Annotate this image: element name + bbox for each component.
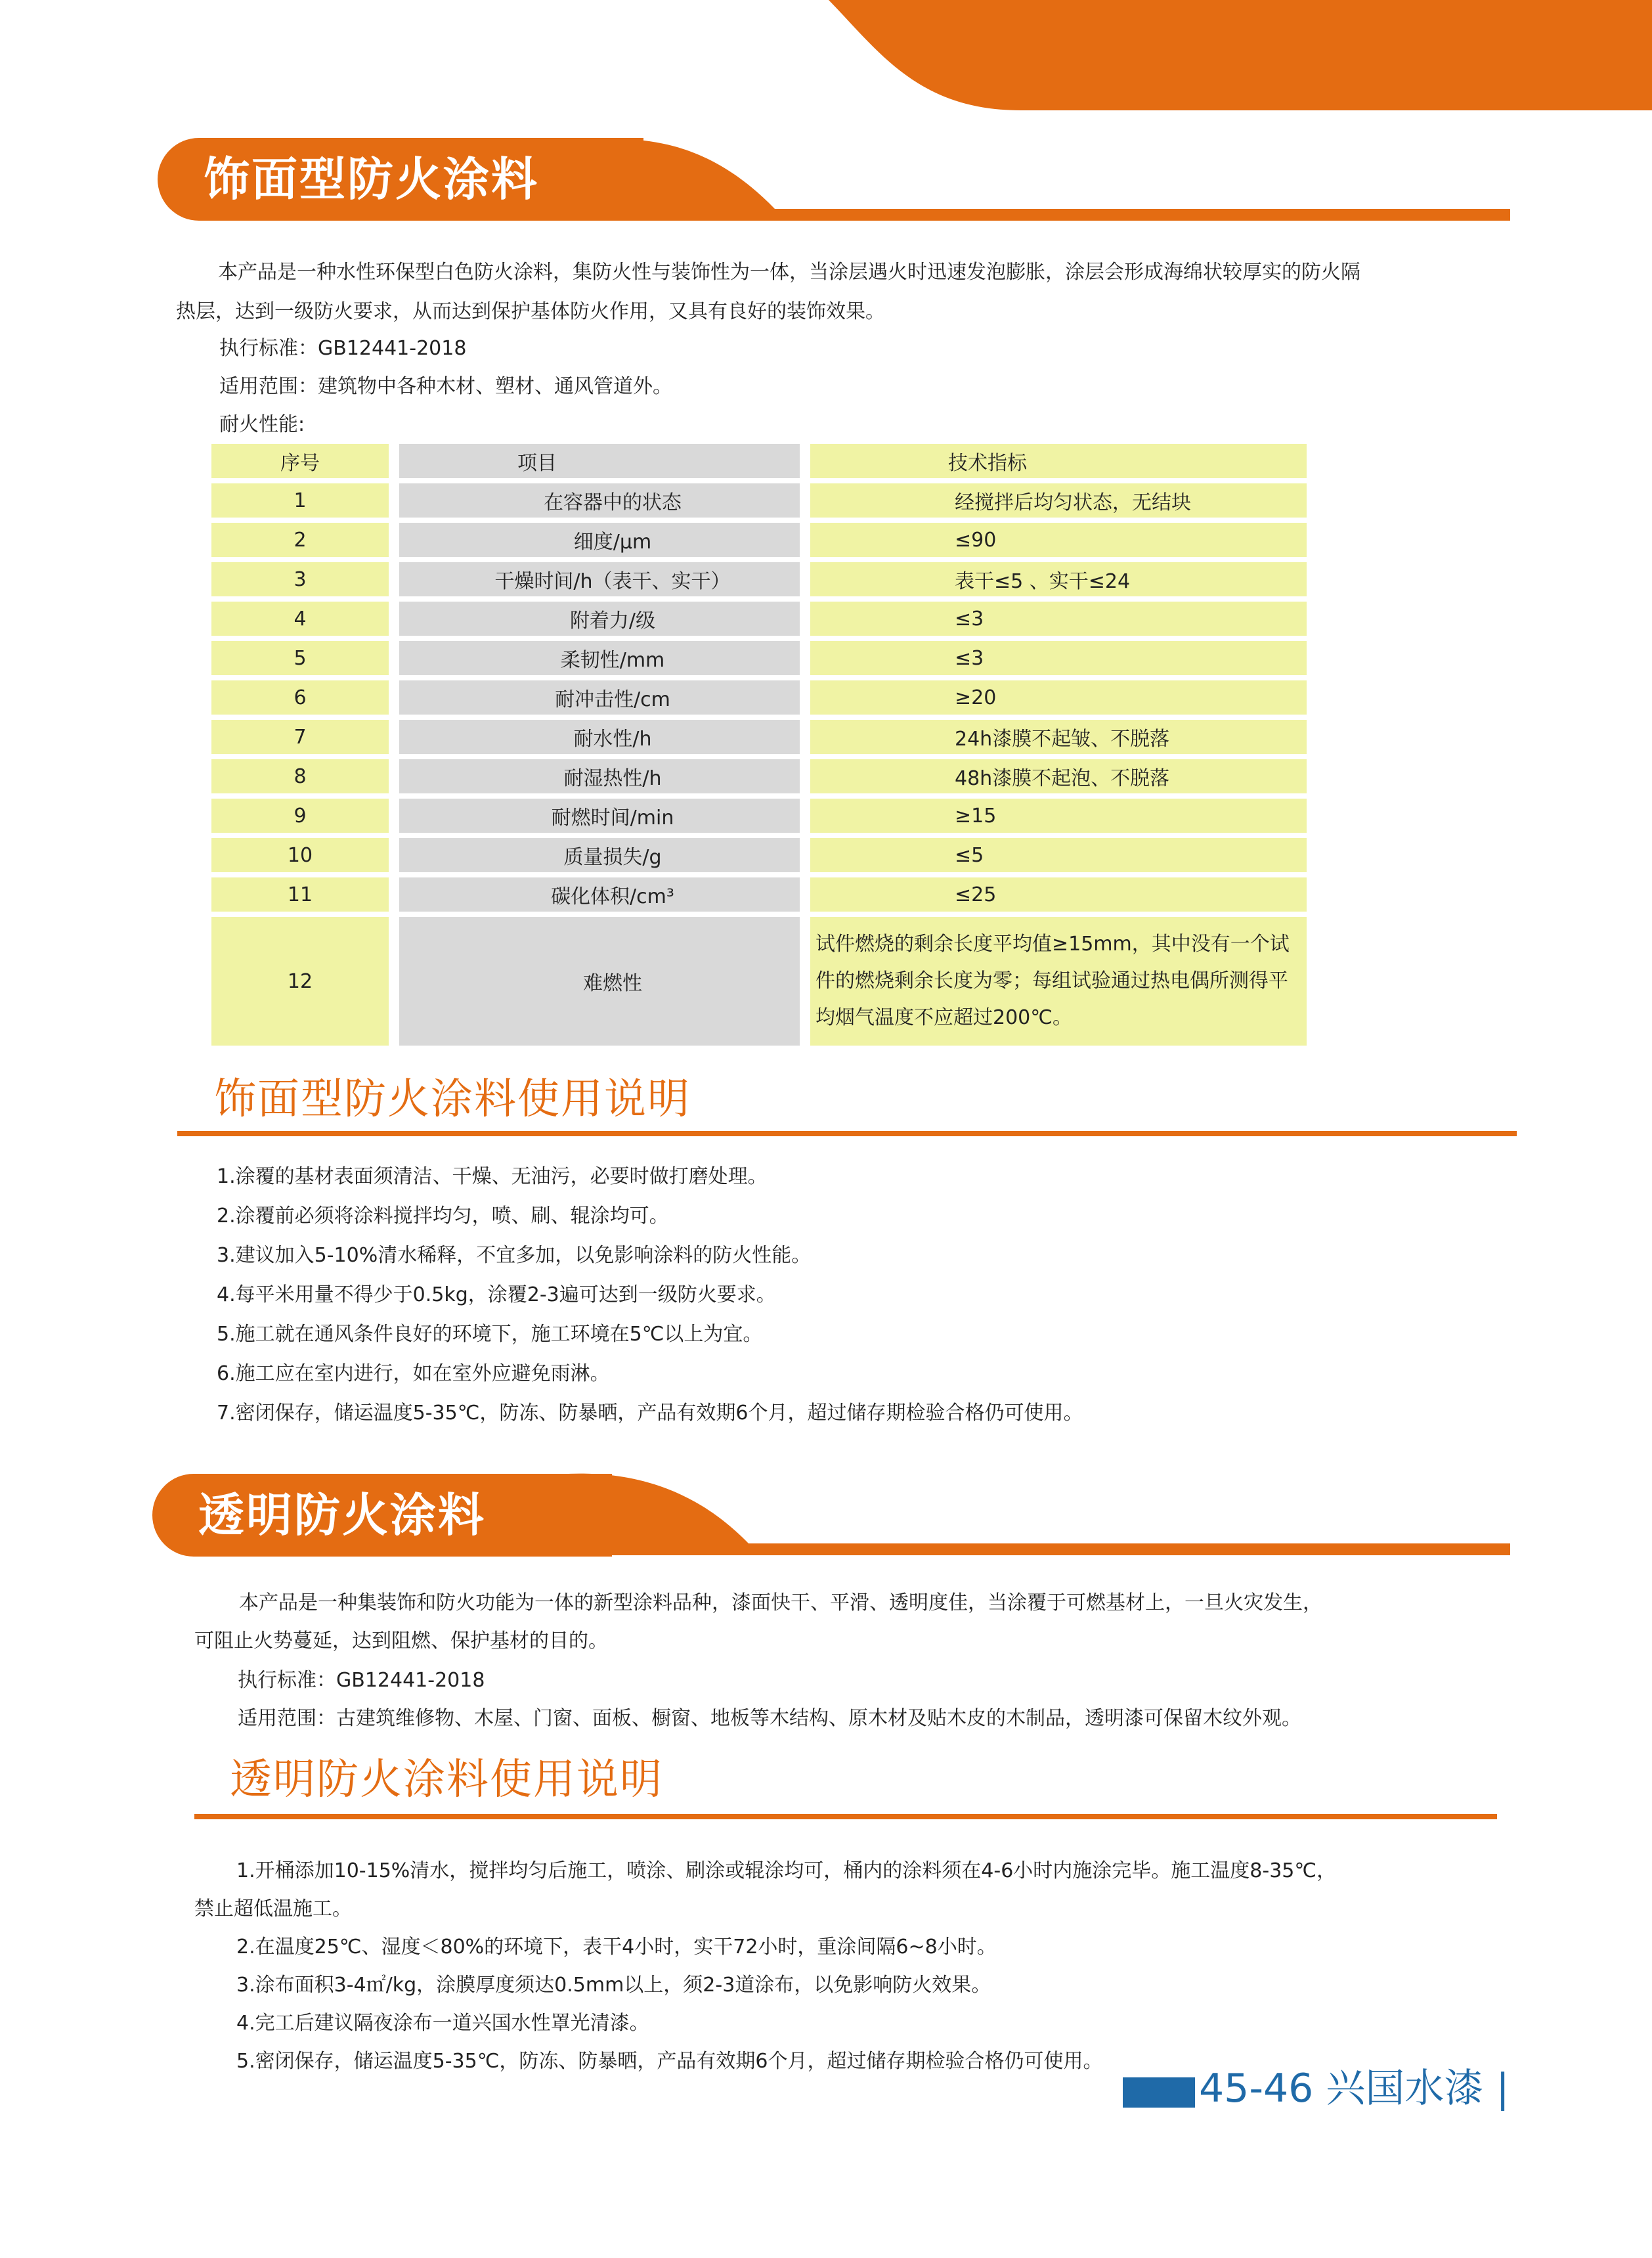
table-cell-spec: ≤90: [810, 523, 1307, 557]
section1-title: 饰面型防火涂料: [158, 138, 643, 221]
list-item: 4.每平米用量不得少于0.5kg，涂覆2-3遍可达到一级防火要求。: [217, 1283, 776, 1306]
section2-scope: 适用范围：古建筑维修物、木屋、门窗、面板、橱窗、地板等木结构、原木材及贴木皮的木制品，透明漆可保留木纹外观。: [238, 1707, 1301, 1730]
section1-usage-list: [217, 1157, 1083, 1433]
section1-usage-rule: [177, 1131, 1517, 1136]
section2-usage-list: [194, 1852, 1336, 2081]
list-item: 3.建议加入5-10%清水稀释，不宜多加，以免影响涂料的防火性能。: [217, 1244, 812, 1267]
list-item: 1.涂覆的基材表面须清洁、干燥、无油污，必要时做打磨处理。: [217, 1165, 768, 1188]
section1-intro-line1: 本产品是一种水性环保型白色防火涂料，集防火性与装饰性为一体，当涂层遇火时迅速发泡膨胀，涂层会形成海绵状较厚实的防火隔: [218, 261, 1360, 284]
table-row: [211, 562, 1307, 596]
list-item: 2.涂覆前必须将涂料搅拌均匀，喷、刷、辊涂均可。: [217, 1205, 669, 1228]
table-cell-item: 在容器中的状态: [399, 483, 800, 518]
corner-swoosh: [0, 0, 1652, 118]
section1-performance-label: 耐火性能:: [219, 413, 305, 436]
section2-title-rule: [565, 1549, 1508, 1553]
table-header-spec: 技术指标: [810, 444, 1307, 478]
list-item: 1.开桶添加10-15%清水，搅拌均匀后施工，喷涂、刷涂或辊涂均可，桶内的涂料须在4-6小时内施涂完毕。施工温度8-35℃，: [236, 1859, 1337, 1882]
table-cell-index: 7: [211, 720, 389, 754]
section1-scope: 适用范围：建筑物中各种木材、塑材、通风管道外。: [219, 375, 672, 398]
table-cell-index: 3: [211, 562, 389, 596]
table-row: [211, 641, 1307, 675]
table-header-item: 项目: [399, 444, 800, 478]
table-cell-spec: ≤5: [810, 838, 1307, 872]
table-cell-index: 12: [211, 917, 389, 1046]
section1-usage-title: 饰面型防火涂料使用说明: [214, 1075, 691, 1124]
table-cell-spec: ≥20: [810, 680, 1307, 715]
table-cell-spec: 经搅拌后均匀状态，无结块: [810, 483, 1307, 518]
list-item: 禁止超低温施工。: [194, 1897, 352, 1920]
table-cell-item: 耐燃时间/min: [399, 799, 800, 833]
table-row: [211, 523, 1307, 557]
section2-usage-title: 透明防火涂料使用说明: [230, 1756, 663, 1804]
section2-standard: 执行标准：GB12441-2018: [238, 1669, 485, 1692]
table-cell-spec: ≥15: [810, 799, 1307, 833]
list-item: 5.密闭保存，储运温度5-35℃，防冻、防暴晒，产品有效期6个月，超过储存期检验合格仍可使用。: [236, 2050, 1103, 2073]
section1-intro-line2: 热层，达到一级防火要求，从而达到保护基体防火作用，又具有良好的装饰效果。: [176, 300, 885, 323]
table-row: [211, 838, 1307, 872]
table-cell-item: 耐湿热性/h: [399, 759, 800, 793]
fire-performance-table: [201, 439, 1317, 1051]
table-row: [211, 602, 1307, 636]
table-cell-index: 8: [211, 759, 389, 793]
table-cell-spec: 表干≤5 、实干≤24: [810, 562, 1307, 596]
table-cell-index: 5: [211, 641, 389, 675]
table-cell-item: 干燥时间/h（表干、实干）: [399, 562, 800, 596]
section2-intro-line1: 本产品是一种集装饰和防火功能为一体的新型涂料品种，漆面快干、平滑、透明度佳，当涂覆于可燃基材上，一旦火灾发生，: [239, 1591, 1322, 1614]
table-row: [211, 877, 1307, 912]
table-cell-item: 细度/μm: [399, 523, 800, 557]
section2-intro-line2: 可阻止火势蔓延，达到阻燃、保护基材的目的。: [194, 1629, 608, 1652]
table-row: [211, 917, 1307, 1046]
table-cell-item: 附着力/级: [399, 602, 800, 636]
list-item: 3.涂布面积3-4㎡/kg，涂膜厚度须达0.5mm以上，须2-3道涂布，以免影响防火效果。: [236, 1974, 991, 1997]
table-cell-index: 2: [211, 523, 389, 557]
table-cell-index: 11: [211, 877, 389, 912]
table-cell-spec: ≤3: [810, 641, 1307, 675]
table-row: [211, 720, 1307, 754]
table-cell-spec: 24h漆膜不起皱、不脱落: [810, 720, 1307, 754]
table-cell-index: 10: [211, 838, 389, 872]
section1-standard: 执行标准：GB12441-2018: [219, 337, 467, 360]
list-item: 5.施工就在通风条件良好的环境下，施工环境在5℃以上为宜。: [217, 1323, 763, 1346]
table-row: [211, 483, 1307, 518]
table-cell-spec: 试件燃烧的剩余长度平均值≥15mm，其中没有一个试件的燃烧剩余长度为零；每组试验通过热电偶所测得平均烟气温度不应超过200℃。: [810, 917, 1307, 1046]
list-item: 4.完工后建议隔夜涂布一道兴国水性罩光清漆。: [236, 2012, 649, 2035]
table-row: [211, 680, 1307, 715]
table-cell-index: 9: [211, 799, 389, 833]
table-cell-index: 6: [211, 680, 389, 715]
table-header-row: [211, 444, 1307, 478]
list-item: 2.在温度25℃、湿度＜80%的环境下，表干4小时，实干72小时，重涂间隔6~8小时。: [236, 1936, 997, 1959]
section1-header-wing: [578, 135, 1510, 221]
table-header-index: 序号: [211, 444, 389, 478]
table-cell-index: 4: [211, 602, 389, 636]
table-cell-spec: ≤25: [810, 877, 1307, 912]
table-cell-item: 耐水性/h: [399, 720, 800, 754]
table-cell-item: 碳化体积/cm³: [399, 877, 800, 912]
table-row: [211, 799, 1307, 833]
table-cell-index: 1: [211, 483, 389, 518]
table-cell-spec: 48h漆膜不起泡、不脱落: [810, 759, 1307, 793]
table-cell-item: 难燃性: [399, 917, 800, 1046]
footer-page-label: 45-46 兴国水漆 |: [1199, 2066, 1510, 2112]
section2-title: 透明防火涂料: [152, 1474, 612, 1557]
section2-header-wing: [538, 1470, 1510, 1555]
list-item: 7.密闭保存，储运温度5-35℃，防冻、防暴晒，产品有效期6个月，超过储存期检验合格仍可使用。: [217, 1402, 1083, 1425]
section1-title-rule: [591, 214, 1508, 219]
table-cell-item: 柔韧性/mm: [399, 641, 800, 675]
list-item: 6.施工应在室内进行，如在室外应避免雨淋。: [217, 1362, 610, 1385]
table-cell-spec: ≤3: [810, 602, 1307, 636]
footer-bar: [1123, 2077, 1195, 2108]
table-cell-item: 耐冲击性/cm: [399, 680, 800, 715]
table-cell-item: 质量损失/g: [399, 838, 800, 872]
table-row: [211, 759, 1307, 793]
section2-usage-rule: [194, 1814, 1497, 1819]
